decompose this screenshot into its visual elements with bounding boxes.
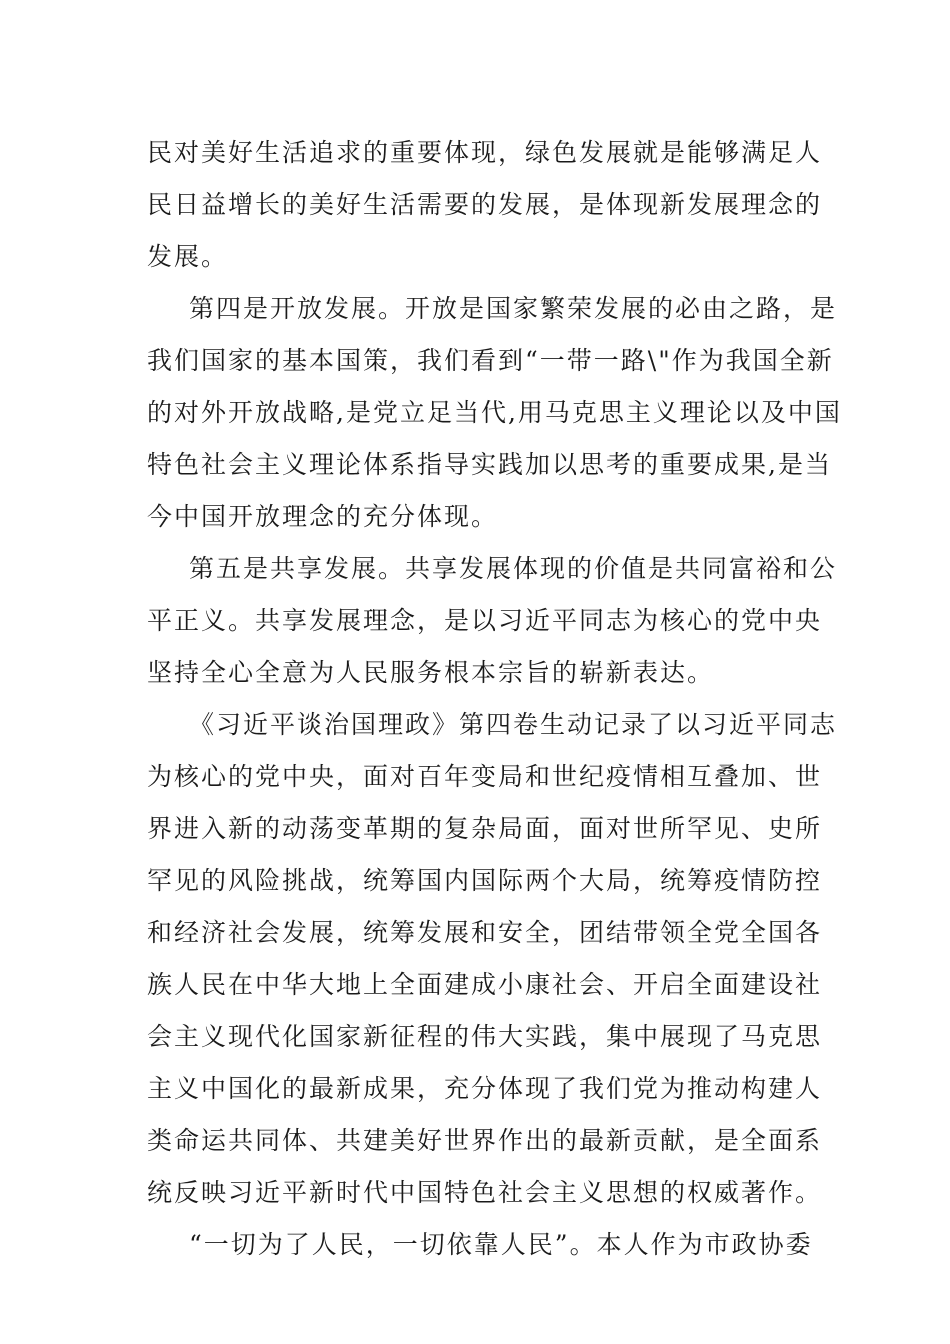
text-line: 坚持全心全意为人民服务根本宗旨的崭新表达。: [147, 658, 715, 687]
text-line: 界进入新的动荡变革期的复杂局面，面对世所罕见、史所: [147, 814, 823, 843]
text-line: 为核心的党中央，面对百年变局和世纪疫情相互叠加、世: [147, 762, 823, 791]
text-line: 类命运共同体、共建美好世界作出的最新贡献，是全面系: [147, 1126, 823, 1155]
text-line: 罕见的风险挑战，统筹国内国际两个大局，统筹疫情防控: [147, 866, 823, 895]
text-line: 会主义现代化国家新征程的伟大实践，集中展现了马克思: [147, 1022, 823, 1051]
paragraph-start-line: 《习近平谈治国理政》第四卷生动记录了以习近平同志: [189, 710, 838, 739]
text-line: 民对美好生活追求的重要体现，绿色发展就是能够满足人: [147, 138, 823, 167]
text-line: 发展。: [147, 242, 229, 271]
paragraph-start-line: “一切为了人民，一切依靠人民”。本人作为市政协委: [189, 1230, 813, 1259]
text-line: 的对外开放战略,是党立足当代,用马克思主义理论以及中国: [147, 398, 842, 427]
text-line: 平正义。共享发展理念，是以习近平同志为核心的党中央: [147, 606, 823, 635]
paragraph-start-line: 第四是开放发展。开放是国家繁荣发展的必由之路，是: [189, 294, 838, 323]
text-line: 统反映习近平新时代中国特色社会主义思想的权威著作。: [147, 1178, 823, 1207]
text-line: 主义中国化的最新成果，充分体现了我们党为推动构建人: [147, 1074, 823, 1103]
text-line: 和经济社会发展，统筹发展和安全，团结带领全党全国各: [147, 918, 823, 947]
text-line: 我们国家的基本国策，我们看到“一带一路\"作为我国全新: [147, 346, 834, 375]
text-line: 族人民在中华大地上全面建成小康社会、开启全面建设社: [147, 970, 823, 999]
text-line: 特色社会主义理论体系指导实践加以思考的重要成果,是当: [147, 450, 832, 479]
document-body: [147, 127, 842, 1271]
text-line: 今中国开放理念的充分体现。: [147, 502, 499, 531]
paragraph-start-line: 第五是共享发展。共享发展体现的价值是共同富裕和公: [189, 554, 838, 583]
text-line: 民日益增长的美好生活需要的发展，是体现新发展理念的: [147, 190, 823, 219]
